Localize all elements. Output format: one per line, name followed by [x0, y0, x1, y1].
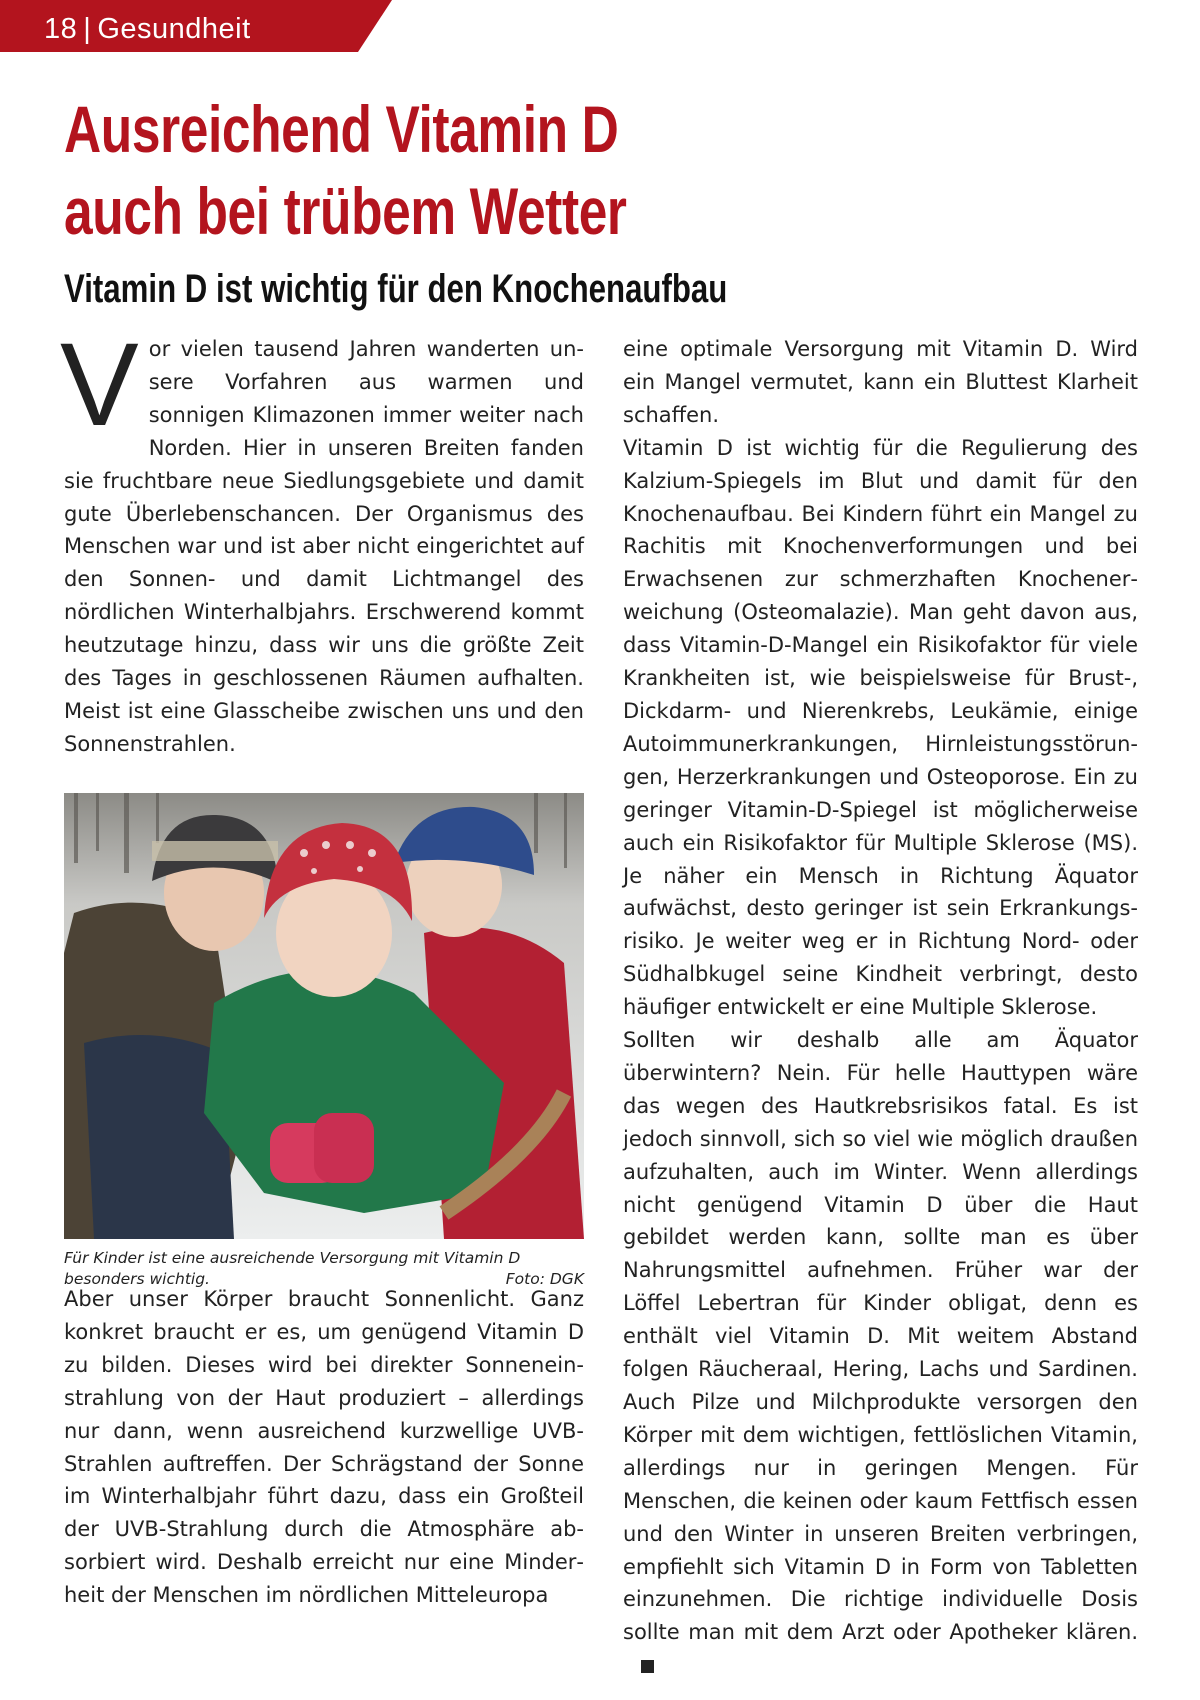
section-name: Gesundheit: [97, 13, 251, 45]
headline-line-1: Ausreichend Vitamin D: [64, 92, 619, 166]
article-column-left-bottom: [64, 1283, 584, 1612]
caption-text: Für Kinder ist eine ausreichende Versorgung mit Vitamin D besonders wichtig.: [64, 1249, 521, 1288]
intro-text: or vielen tausend Jahren wanderten unsere Vorfahren aus warmen und sonnigen Klimazonen immer weiter nach Norden. Hier in unseren Breiten fanden sie fruchtbare neue Siedlungsgebiete und damit gute Überlebenschancen. Der Organismus des Menschen war und ist aber nicht eingerichtet auf den Sonnen- und damit Lichtmangel des nördlichen Winterhalbjahrs. Erschwerend kommt heutzutage hinzu, dass wir uns die größte Zeit des Tages in geschlossenen Räumen aufhalten. Meist ist eine Glasscheibe zwischen uns und den Sonnenstrahlen.: [64, 337, 584, 756]
paragraph-importance: Vitamin D ist wichtig für die Regulierung des Kalzium-Spiegels im Blut und damit für den Knochenaufbau. Bei Kindern führt ein Mangel zu Rachitis mit Knochenverformungen und bei Erwachsenen zur schmerzhaften Knochenerweichung (Osteomalazie). Man geht davon aus, dass Vitamin-D-Mangel ein Risikofaktor für viele Krankheiten ist, wie beispielsweise für Brust-, Dickdarm- und Nierenkrebs, Leukämie, einige Autoimmunerkrankungen, Hirnleistungsstörungen, Herzerkrankungen und Osteoporose. Ein zu geringer Vitamin-D-Spiegel ist möglicherweise auch ein Risikofaktor für Multiple Sklerose (MS). Je näher ein Mensch in Richtung Äquator aufwächst, desto geringer ist sein Erkrankungsrisiko. Je weiter weg er in Richtung Nord- oder Südhalbkugel seine Kindheit verbringt, desto häufiger entwickelt er eine Multiple Sklerose.: [623, 435, 1138, 1020]
paragraph-winter: [623, 1024, 1138, 1682]
paragraph-continuation: eine optimale Versorgung mit Vitamin D. Wird ein Mangel vermutet, kann ein Bluttest Klarheit schaffen.: [623, 337, 1138, 427]
section-header-tab: [0, 0, 430, 58]
page-number: 18: [44, 13, 78, 45]
children-in-snow-image: [64, 793, 584, 1239]
headline-line-2: auch bei trübem Wetter: [64, 174, 627, 248]
photo-credit: Foto: DGK: [505, 1270, 584, 1288]
article-headline: [64, 88, 906, 252]
drop-cap: V: [60, 319, 139, 451]
end-of-article-square-icon: [641, 1660, 654, 1673]
paragraph-sunlight: Aber unser Körper braucht Sonnenlicht. Ganz konkret braucht er es, um genügend Vitamin D zu bilden. Dieses wird bei direkter Sonneneinstrahlung von der Haut produziert – allerdings nur dann, wenn ausreichend kurzwellige UVB-Strahlen auftreffen. Der Schrägstand der Sonne im Winterhalbjahr führt dazu, dass ein Großteil der UVB-Strahlung durch die Atmosphäre absorbiert wird. Deshalb erreicht nur eine Minderheit der Menschen im nördlichen Mitteleuropa: [64, 1287, 584, 1608]
article-subheadline: Vitamin D ist wichtig für den Knochenaufbau: [64, 267, 728, 311]
paragraph-winter-text: Sollten wir deshalb alle am Äquator überwintern? Nein. Für helle Hauttypen wäre das wegen des Hautkrebsrisikos fatal. Es ist jedoch sinnvoll, sich so viel wie möglich draußen aufzuhalten, auch im Winter. Wenn allerdings nicht genügend Vitamin D über die Haut gebildet werden kann, sollte man es über Nahrungsmittel aufnehmen. Früher war der Löffel Lebertran für Kinder obligat, denn es enthält viel Vitamin D. Mit weitem Abstand folgen Räucheraal, Hering, Lachs und Sardinen. Auch Pilze und Milchprodukte versorgen den Körper mit dem wichtigen, fettlöslichen Vitamin, allerdings nur in geringen Mengen. Für Menschen, die keinen oder kaum Fettfisch essen und den Winter in unseren Breiten verbringen, empfiehlt sich Vitamin D in Form von Tabletten einzunehmen. Die richtige individuelle Dosis sollte man mit dem Arzt oder Apotheker klären.: [623, 1028, 1138, 1645]
intro-paragraph: [60, 319, 584, 761]
header-label: [44, 13, 251, 46]
article-column-left-top: [60, 319, 584, 761]
article-column-right: [623, 333, 1138, 1682]
article-photo: [64, 793, 584, 1239]
header-separator: |: [83, 13, 92, 45]
